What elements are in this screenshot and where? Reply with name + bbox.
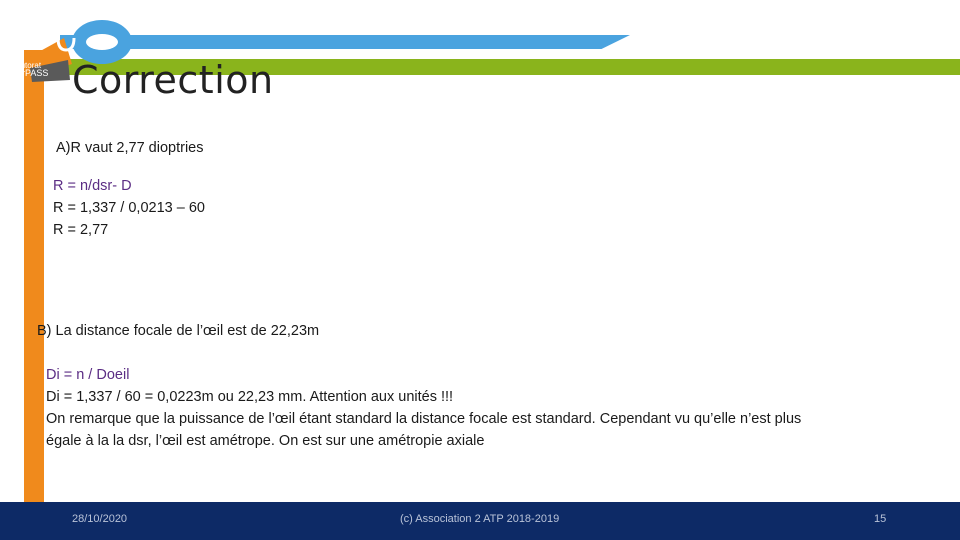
answer-b-statement: B) La distance focale de l’œil est de 22,23m <box>37 323 320 339</box>
answer-a-formula: R = n/dsr- D <box>53 178 132 194</box>
logo-text-line2: plurPASS <box>10 68 49 78</box>
footer-date: 28/10/2020 <box>72 513 128 525</box>
answer-a-statement: A)R vaut 2,77 dioptries <box>56 140 204 156</box>
answer-a-calculation: R = 1,337 / 0,0213 – 60 <box>53 200 205 216</box>
footer-copyright: (c) Association 2 ATP 2018-2019 <box>400 513 560 525</box>
answer-b-remark-line1: On remarque que la puissance de l’œil étant standard la distance focale est standard. Cependant vu qu’elle n’est plus <box>46 411 802 427</box>
footer-page-number: 15 <box>874 513 887 525</box>
answer-b-calculation: Di = 1,337 / 60 = 0,0223m ou 22,23 mm. Attention aux unités !!! <box>46 389 454 405</box>
left-accent-bar <box>24 50 44 502</box>
logo-foetus-icon <box>86 34 118 50</box>
footer-bar <box>0 502 960 540</box>
slide-title: Correction <box>72 58 274 102</box>
answer-a-result: R = 2,77 <box>53 222 109 238</box>
logo-text-line1: Tutorat <box>16 61 42 70</box>
answer-b-formula: Di = n / Doeil <box>46 367 130 383</box>
answer-b-remark-line2: égale à la la dsr, l’œil est amétrope. On est sur une amétropie axiale <box>46 433 485 449</box>
